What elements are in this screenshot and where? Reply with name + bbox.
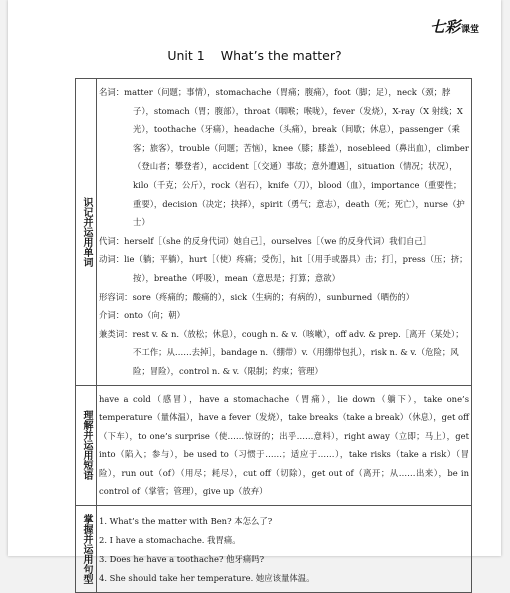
unit-title: What’s the matter? — [220, 48, 342, 63]
words-verbs: 动词：lie（躺；平躺），hurt［（使）疼痛；受伤］，hit［（用手或器具）击；打］，press（压；挤；按），breathe（呼吸），mean（意思是；打算；意欲） — [99, 254, 468, 283]
words-nouns: 名词：matter（问题；事情），stomachache（胃痛；腹痛），foot（脚；足），neck（颈；脖子），stomach（胃；腹部），throat（咽喉；喉咙），fever（发烧），X-ray（X 射线；X光），toothache（牙痛），headache（头痛），break（间歇；休息），passenger（乘客；旅客），trouble（问题；苦恼），knee（膝；膝盖），nosebleed（鼻出血），climber（登山者；攀登者），accident［（交通）事故；意外遭遇］，situation（情况；状况），kilo（千克；公斤），rock（岩石），knife（刀），blood（血），importance（重要性；重要），decision（决定；抉择），spirit（勇气；意志），death（死；死亡），nurse（护士） — [99, 87, 469, 228]
vocabulary-table — [75, 78, 472, 593]
unit-number: Unit 1 — [167, 48, 205, 63]
brand-logo — [430, 16, 479, 37]
words-content — [97, 79, 471, 385]
phrases-text: have a cold（感冒），have a stomachache（胃痛），lie down（躺下），take one’s temperature（量体温），have a fever（发烧），take breaks（take a break）（休息），get off（下车），to one’s surprise（使……惊讶的；出乎……意料），right away（立即；马上），get into（陷入；参与），be used to（习惯于……；适应于……），take risks（take a risk）（冒险），run out（of）（用尽；耗尽），cut off（切除），get out of（离开；从……出来），be in control of（掌管；管理），give up（放弃） — [99, 393, 469, 497]
page-title — [8, 48, 501, 63]
section-sentences — [76, 506, 471, 592]
page — [8, 0, 501, 585]
section-label: 掌握并运用句型 — [76, 506, 97, 592]
phrases-content — [97, 386, 471, 506]
sentence-item: 4. She should take her temperature. 她应该量体温。 — [99, 573, 315, 584]
words-multi: 兼类词：rest v. & n.（放松；休息），cough n. & v.（咳嗽），off adv. & prep.［离开（某处）；不工作；从……去掉］，bandage n.（绷带）v.（用绷带包扎），risk n. & v.（危险；风险；冒险），control n. & v.（限制；约束；管理） — [99, 328, 464, 376]
brand-main: 七彩 — [429, 18, 460, 36]
sentence-item: 3. Does he have a toothache? 他牙痛吗? — [99, 554, 265, 565]
words-pronouns: 代词：herself［（she 的反身代词）她自己］，ourselves［（we 的反身代词）我们自己］ — [99, 235, 432, 246]
sentences-content — [97, 506, 471, 592]
section-phrases — [76, 386, 471, 507]
section-label: 识记并运用单词 — [76, 79, 97, 385]
words-prepositions: 介词：onto（向；朝） — [99, 310, 185, 321]
section-words — [76, 79, 471, 386]
sentence-item: 2. I have a stomachache. 我胃痛。 — [99, 535, 241, 546]
section-label: 理解并运用短语 — [76, 386, 97, 506]
brand-suffix: 课堂 — [460, 25, 479, 35]
words-adjectives: 形容词：sore（疼痛的；酸痛的），sick（生病的；有病的），sunburned（晒伤的） — [99, 291, 415, 302]
sentence-item: 1. What’s the matter with Ben? 本怎么了? — [99, 516, 273, 527]
